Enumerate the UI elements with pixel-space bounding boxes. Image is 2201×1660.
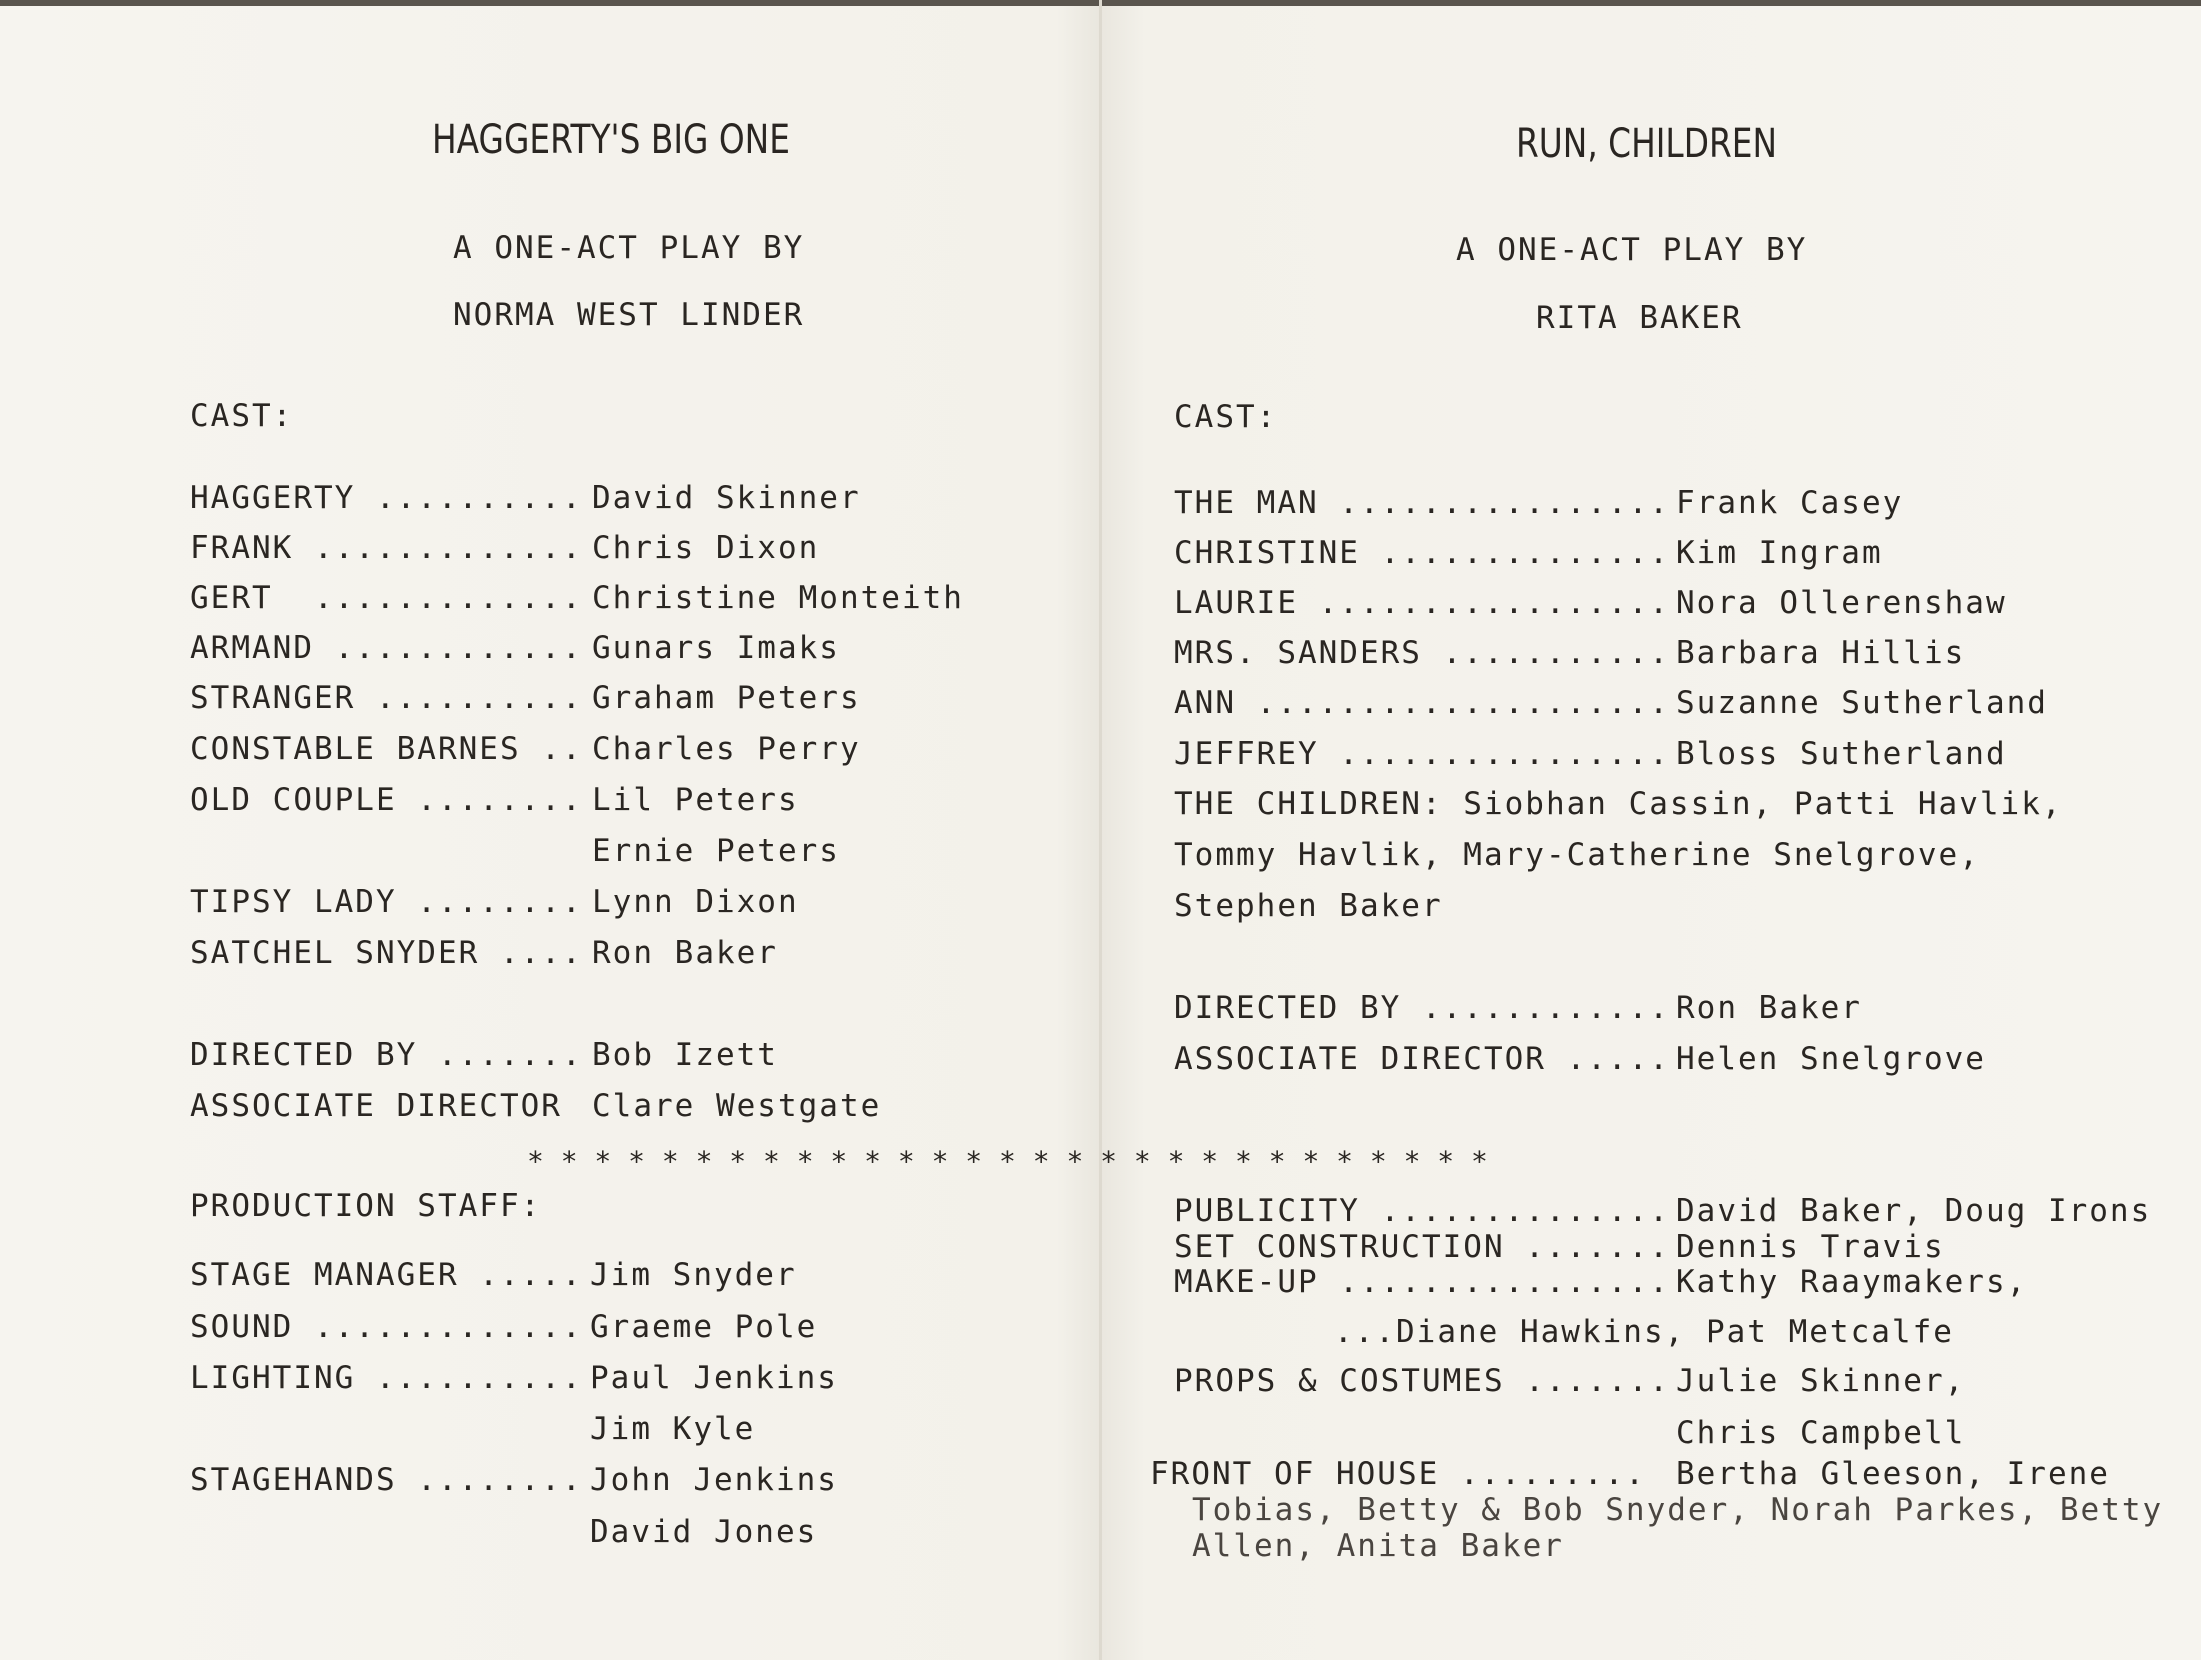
right-cast-role: CHRISTINE ..............: [1174, 535, 1670, 571]
right-staff-role: MAKE-UP ................: [1174, 1264, 1670, 1300]
left-play-subtitle: A ONE-ACT PLAY BY: [453, 230, 805, 266]
left-cast-actor: Lynn Dixon: [592, 884, 799, 920]
left-cast-actor: Ron Baker: [592, 935, 778, 971]
right-director-role: DIRECTED BY ............: [1174, 990, 1670, 1026]
right-cast-heading: CAST:: [1174, 399, 1278, 435]
right-staff-role: FRONT OF HOUSE .........: [1150, 1456, 1646, 1492]
right-staff-name: David Baker, Doug Irons: [1676, 1193, 2152, 1229]
left-cast-actor: Chris Dixon: [592, 530, 820, 566]
right-cast-role: THE MAN ................: [1174, 485, 1670, 521]
right-panel: [1100, 0, 2201, 1660]
left-staff-name: Graeme Pole: [590, 1309, 818, 1345]
right-staff-name: Julie Skinner,: [1676, 1363, 1966, 1399]
left-staff-name: Jim Snyder: [590, 1257, 797, 1293]
right-staff-name: Bertha Gleeson, Irene: [1676, 1456, 2110, 1492]
right-cast-actor: Frank Casey: [1676, 485, 1904, 521]
left-cast-role: OLD COUPLE ........: [190, 782, 583, 818]
right-staff-name: Chris Campbell: [1676, 1415, 1966, 1451]
right-associate-director-role: ASSOCIATE DIRECTOR .....: [1174, 1041, 1670, 1077]
left-director-name: Bob Izett: [592, 1037, 778, 1073]
left-cast-role: STRANGER ..........: [190, 680, 583, 716]
left-cast-role: FRANK .............: [190, 530, 583, 566]
left-cast-actor: Ernie Peters: [592, 833, 840, 869]
right-cast-actor: Nora Ollerenshaw: [1676, 585, 2007, 621]
left-cast-role: ARMAND ............: [190, 630, 583, 666]
right-staff-name: ...Diane Hawkins, Pat Metcalfe: [1334, 1314, 1954, 1350]
left-cast-role: SATCHEL SNYDER ....: [190, 935, 583, 971]
left-cast-actor: Charles Perry: [592, 731, 861, 767]
right-cast-role: MRS. SANDERS ...........: [1174, 635, 1670, 671]
left-panel: [0, 0, 1100, 1660]
right-cast-actor: Bloss Sutherland: [1676, 736, 2007, 772]
right-staff-role: PUBLICITY ..............: [1174, 1193, 1670, 1229]
left-cast-role: GERT .............: [190, 580, 583, 616]
right-cast-role: ANN ....................: [1174, 685, 1670, 721]
left-associate-director-role: ASSOCIATE DIRECTOR: [190, 1088, 562, 1124]
right-associate-director-name: Helen Snelgrove: [1676, 1041, 1986, 1077]
children-line: Stephen Baker: [1174, 888, 1443, 924]
left-staff-name: Paul Jenkins: [590, 1360, 838, 1396]
left-associate-director-name: Clare Westgate: [592, 1088, 882, 1124]
left-cast-role: CONSTABLE BARNES ..: [190, 731, 583, 767]
left-staff-role: SOUND .............: [190, 1309, 583, 1345]
separator-stars: * * * * * * * * * * * * * * * * * * * * * * * * * * * * *: [527, 1145, 1488, 1178]
left-staff-name: David Jones: [590, 1514, 818, 1550]
right-cast-actor: Kim Ingram: [1676, 535, 1883, 571]
left-cast-actor: Lil Peters: [592, 782, 799, 818]
right-staff-role: SET CONSTRUCTION .......: [1174, 1229, 1670, 1265]
left-cast-role: HAGGERTY ..........: [190, 480, 583, 516]
right-cast-role: LAURIE .................: [1174, 585, 1670, 621]
front-of-house-line: Allen, Anita Baker: [1192, 1528, 1564, 1564]
right-cast-actor: Barbara Hillis: [1676, 635, 1966, 671]
right-staff-role: PROPS & COSTUMES .......: [1174, 1363, 1670, 1399]
left-director-role: DIRECTED BY .......: [190, 1037, 583, 1073]
front-of-house-line: Tobias, Betty & Bob Snyder, Norah Parkes, Betty: [1192, 1492, 2164, 1528]
children-line: THE CHILDREN: Siobhan Cassin, Patti Havlik,: [1174, 786, 2063, 822]
right-play-subtitle: A ONE-ACT PLAY BY: [1456, 232, 1808, 268]
children-line: Tommy Havlik, Mary-Catherine Snelgrove,: [1174, 837, 1980, 873]
left-play-title: HAGGERTY'S BIG ONE: [432, 117, 790, 163]
right-play-author: RITA BAKER: [1536, 300, 1743, 336]
left-staff-role: STAGE MANAGER .....: [190, 1257, 583, 1293]
right-cast-role: JEFFREY ................: [1174, 736, 1670, 772]
left-cast-heading: CAST:: [190, 398, 294, 434]
right-cast-actor: Suzanne Sutherland: [1676, 685, 2048, 721]
left-cast-actor: Graham Peters: [592, 680, 861, 716]
left-cast-actor: Christine Monteith: [592, 580, 964, 616]
right-staff-name: Kathy Raaymakers,: [1676, 1264, 2028, 1300]
right-staff-name: Dennis Travis: [1676, 1229, 1945, 1265]
left-play-author: NORMA WEST LINDER: [453, 297, 805, 333]
right-play-title: RUN, CHILDREN: [1516, 121, 1778, 167]
left-staff-role: STAGEHANDS ........: [190, 1462, 583, 1498]
left-cast-actor: Gunars Imaks: [592, 630, 840, 666]
production-staff-heading: PRODUCTION STAFF:: [190, 1188, 542, 1224]
left-staff-name: John Jenkins: [590, 1462, 838, 1498]
left-staff-role: LIGHTING ..........: [190, 1360, 583, 1396]
left-staff-name: Jim Kyle: [590, 1411, 756, 1447]
left-cast-role: TIPSY LADY ........: [190, 884, 583, 920]
left-cast-actor: David Skinner: [592, 480, 861, 516]
right-director-name: Ron Baker: [1676, 990, 1862, 1026]
